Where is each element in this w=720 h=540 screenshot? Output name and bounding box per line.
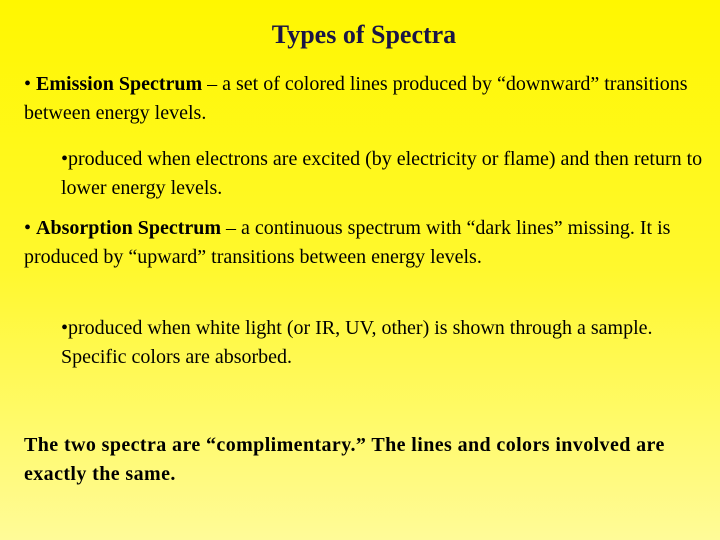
absorption-term: Absorption Spectrum bbox=[36, 217, 222, 239]
emission-term: Emission Spectrum bbox=[36, 73, 203, 95]
absorption-paragraph bbox=[24, 214, 704, 271]
absorption-sub-bullet: •produced when white light (or IR, UV, other) is shown through a sample. Specific colors are absorbed. bbox=[61, 317, 653, 368]
slide-title: Types of Spectra bbox=[271, 20, 457, 49]
conclusion-text: The two spectra are “complimentary.” The lines and colors involved are exactly the same. bbox=[24, 434, 665, 485]
emission-paragraph bbox=[24, 70, 704, 127]
emission-sub-bullet: •produced when electrons are excited (by electricity or flame) and then return to lower energy levels. bbox=[61, 148, 703, 199]
emission-definition: – a set of colored lines produced by “downward” transitions between energy levels. bbox=[24, 73, 688, 124]
absorption-definition: – a continuous spectrum with “dark lines” missing. It is produced by “upward” transitions between energy levels. bbox=[24, 217, 671, 268]
emission-bullet: • bbox=[24, 73, 37, 95]
absorption-bullet: • bbox=[24, 217, 37, 239]
